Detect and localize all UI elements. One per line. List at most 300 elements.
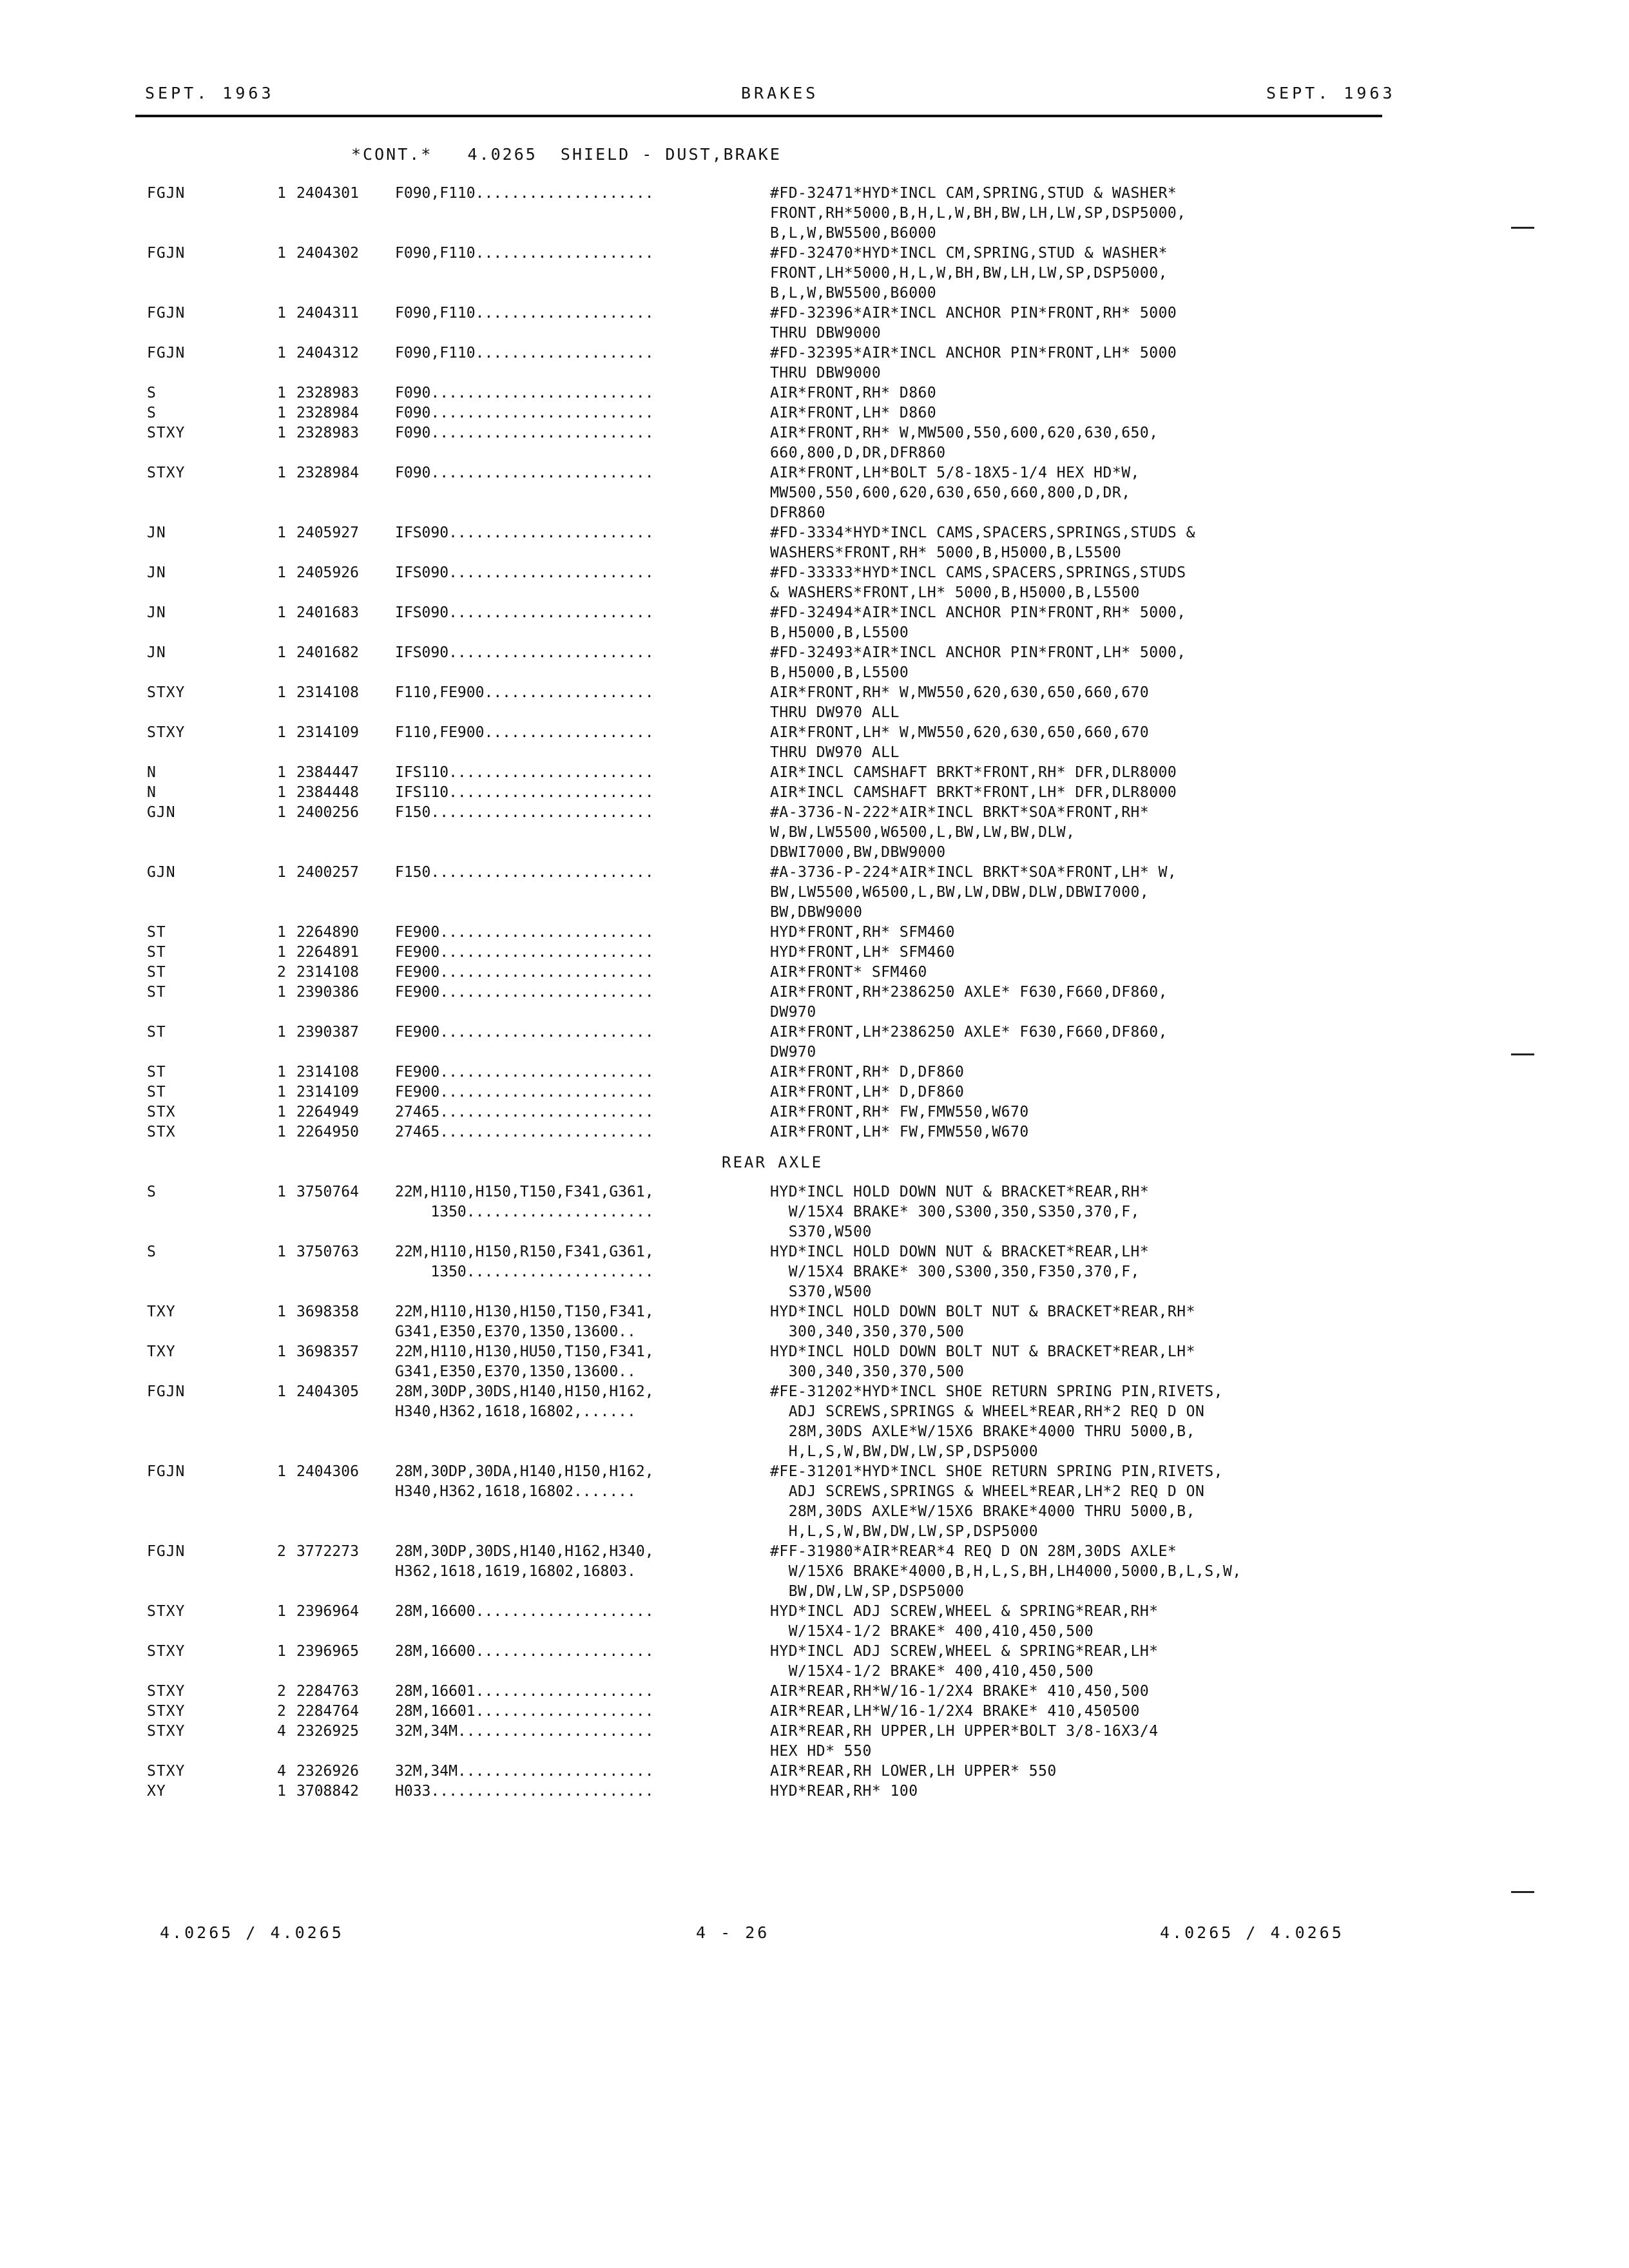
part-entry (0, 1122, 1629, 1142)
entry-line (0, 1522, 1629, 1542)
model-list: 28M,16601.................... (395, 1683, 654, 1700)
part-entry (0, 463, 1629, 523)
part-description: HYD*INCL HOLD DOWN BOLT NUT & BRACKET*REAR,LH* (770, 1343, 1195, 1360)
model-list: IFS090....................... (395, 604, 654, 621)
part-description: #A-3736-P-224*AIR*INCL BRKT*SOA*FRONT,LH* W, (770, 864, 1177, 881)
part-number: 2401682 (296, 644, 359, 661)
entry-line (0, 1542, 1629, 1562)
model-list: F150......................... (395, 864, 654, 881)
model-list: IFS090....................... (395, 524, 654, 541)
part-number: 2390387 (296, 1024, 359, 1041)
part-number: 3750763 (296, 1244, 359, 1260)
part-description: THRU DBW9000 (770, 365, 882, 381)
entry-line (0, 943, 1629, 963)
quantity: 1 (277, 185, 286, 202)
part-entry (0, 1762, 1629, 1782)
header-date-left: SEPT. 1963 (145, 84, 275, 102)
part-entry (0, 803, 1629, 863)
part-number: 2314108 (296, 1064, 359, 1081)
model-list: 22M,H110,H130,H150,T150,F341, (395, 1303, 654, 1320)
entry-line (0, 1582, 1629, 1602)
part-description: #FE-31202*HYD*INCL SHOE RETURN SPRING PIN,RIVETS, (770, 1383, 1224, 1400)
entry-line (0, 363, 1629, 383)
quantity: 1 (277, 804, 286, 821)
quantity: 1 (277, 564, 286, 581)
part-description: DW970 (770, 1004, 816, 1021)
part-entry (0, 1602, 1629, 1642)
part-description: S370,W500 (770, 1283, 872, 1300)
header-section-title: BRAKES (741, 84, 819, 102)
model-list: F090,F110.................... (395, 305, 654, 322)
part-entry (0, 303, 1629, 343)
applicability-code: STXY (147, 465, 186, 481)
margin-tick (1511, 1891, 1534, 1893)
parts-list (0, 184, 1629, 1802)
quantity: 2 (277, 1703, 286, 1720)
entry-line (0, 1122, 1629, 1142)
part-entry (0, 1023, 1629, 1062)
part-number: 2314108 (296, 684, 359, 701)
entry-line (0, 543, 1629, 563)
part-description: AIR*REAR,RH LOWER,LH UPPER* 550 (770, 1763, 1057, 1780)
part-description: THRU DW970 ALL (770, 744, 900, 761)
model-list: 22M,H110,H130,HU50,T150,F341, (395, 1343, 654, 1360)
part-number: 2384448 (296, 784, 359, 801)
quantity: 1 (277, 1064, 286, 1081)
model-list: IFS110....................... (395, 784, 654, 801)
applicability-code: ST (147, 1064, 166, 1081)
part-description: AIR*FRONT,RH* W,MW500,550,600,620,630,650, (770, 425, 1159, 441)
part-description: 28M,30DS AXLE*W/15X6 BRAKE*4000 THRU 5000,B, (770, 1423, 1195, 1440)
applicability-code: STXY (147, 1643, 186, 1660)
applicability-code: FGJN (147, 245, 186, 262)
part-description: BW,DW,LW,SP,DSP5000 (770, 1583, 965, 1600)
part-description: HYD*FRONT,RH* SFM460 (770, 924, 955, 941)
model-list: H340,H362,1618,16802,...... (395, 1403, 636, 1420)
applicability-code: GJN (147, 804, 176, 821)
part-number: 2328983 (296, 425, 359, 441)
part-entry (0, 1722, 1629, 1762)
part-description: & WASHERS*FRONT,LH* 5000,B,H5000,B,L5500 (770, 584, 1140, 601)
entry-line (0, 563, 1629, 583)
entry-line (0, 1182, 1629, 1202)
part-entry (0, 1702, 1629, 1722)
quantity: 1 (277, 465, 286, 481)
part-description: W/15X4-1/2 BRAKE* 400,410,450,500 (770, 1623, 1094, 1640)
part-description: HYD*INCL HOLD DOWN NUT & BRACKET*REAR,LH* (770, 1244, 1150, 1260)
part-entry (0, 1342, 1629, 1382)
entry-line (0, 843, 1629, 863)
part-description: AIR*FRONT,LH* D,DF860 (770, 1084, 965, 1100)
model-list: 22M,H110,H150,T150,F341,G361, (395, 1184, 654, 1200)
part-number: 3708842 (296, 1783, 359, 1800)
quantity: 1 (277, 1024, 286, 1041)
part-description: DFR860 (770, 505, 826, 521)
part-number: 2404301 (296, 185, 359, 202)
quantity: 1 (277, 604, 286, 621)
model-list: FE900........................ (395, 924, 654, 941)
part-description: HYD*FRONT,LH* SFM460 (770, 944, 955, 961)
applicability-code: S (147, 1244, 157, 1260)
model-list: F090......................... (395, 405, 654, 421)
applicability-code: TXY (147, 1343, 176, 1360)
entry-line (0, 463, 1629, 483)
part-description: AIR*FRONT,RH* D,DF860 (770, 1064, 965, 1081)
model-list: F090......................... (395, 465, 654, 481)
part-entry (0, 1382, 1629, 1462)
entry-line (0, 1402, 1629, 1422)
applicability-code: ST (147, 924, 166, 941)
part-number: 2326926 (296, 1763, 359, 1780)
model-list: F110,FE900................... (395, 684, 654, 701)
quantity: 1 (277, 1603, 286, 1620)
part-description: AIR*FRONT* SFM460 (770, 964, 927, 981)
model-list: 28M,16600.................... (395, 1603, 654, 1620)
part-description: THRU DBW9000 (770, 325, 882, 341)
entry-line (0, 1023, 1629, 1043)
model-list: FE900........................ (395, 964, 654, 981)
quantity: 1 (277, 684, 286, 701)
applicability-code: STXY (147, 1763, 186, 1780)
entry-line (0, 663, 1629, 683)
part-entry (0, 963, 1629, 983)
model-list: F090,F110.................... (395, 245, 654, 262)
entry-line (0, 403, 1629, 423)
applicability-code: STX (147, 1124, 176, 1140)
model-list: 28M,30DP,30DS,H140,H150,H162, (395, 1383, 654, 1400)
part-description: 300,340,350,370,500 (770, 1323, 965, 1340)
model-list: 32M,34M...................... (395, 1763, 654, 1780)
applicability-code: STX (147, 1104, 176, 1120)
part-number: 2390386 (296, 984, 359, 1001)
entry-line (0, 1282, 1629, 1302)
applicability-code: FGJN (147, 1383, 186, 1400)
model-list: 28M,16601.................... (395, 1703, 654, 1720)
entry-line (0, 1003, 1629, 1023)
part-number: 2405927 (296, 524, 359, 541)
part-number: 2400257 (296, 864, 359, 881)
model-list: F090,F110.................... (395, 345, 654, 361)
quantity: 1 (277, 1343, 286, 1360)
model-list: F150......................... (395, 804, 654, 821)
entry-line (0, 1702, 1629, 1722)
part-entry (0, 383, 1629, 403)
quantity: 1 (277, 524, 286, 541)
part-description: 660,800,D,DR,DFR860 (770, 445, 946, 461)
part-entry (0, 184, 1629, 244)
part-number: 2404312 (296, 345, 359, 361)
part-description: BW,LW5500,W6500,L,BW,LW,DBW,DLW,DBWI7000, (770, 884, 1150, 901)
entry-line (0, 723, 1629, 743)
applicability-code: ST (147, 944, 166, 961)
entry-line (0, 643, 1629, 663)
part-number: 3772273 (296, 1543, 359, 1560)
entry-line (0, 1362, 1629, 1382)
applicability-code: FGJN (147, 1463, 186, 1480)
model-list: 1350..................... (395, 1204, 654, 1220)
applicability-code: FGJN (147, 345, 186, 361)
model-list: FE900........................ (395, 984, 654, 1001)
applicability-code: N (147, 784, 157, 801)
quantity: 1 (277, 245, 286, 262)
part-entry (0, 1182, 1629, 1242)
model-list: FE900........................ (395, 1064, 654, 1081)
part-number: 2401683 (296, 604, 359, 621)
part-entry (0, 983, 1629, 1023)
entry-line (0, 863, 1629, 883)
part-description: #FE-31201*HYD*INCL SHOE RETURN SPRING PIN,RIVETS, (770, 1463, 1224, 1480)
entry-line (0, 1043, 1629, 1062)
part-entry (0, 1682, 1629, 1702)
part-description: H,L,S,W,BW,DW,LW,SP,DSP5000 (770, 1523, 1039, 1540)
part-number: 3698357 (296, 1343, 359, 1360)
entry-line (0, 1082, 1629, 1102)
part-description: W/15X4 BRAKE* 300,S300,350,F350,370,F, (770, 1264, 1140, 1280)
quantity: 2 (277, 1543, 286, 1560)
part-description: B,L,W,BW5500,B6000 (770, 285, 937, 302)
applicability-code: S (147, 385, 157, 401)
part-entry (0, 403, 1629, 423)
quantity: 1 (277, 305, 286, 322)
quantity: 1 (277, 764, 286, 781)
part-entry (0, 1242, 1629, 1302)
entry-line (0, 303, 1629, 323)
part-description: #FD-32494*AIR*INCL ANCHOR PIN*FRONT,RH* 5000, (770, 604, 1186, 621)
entry-line (0, 1662, 1629, 1682)
entry-line (0, 703, 1629, 723)
part-entry (0, 1082, 1629, 1102)
part-description: HEX HD* 550 (770, 1743, 872, 1760)
entry-line (0, 224, 1629, 244)
model-list: IFS090....................... (395, 564, 654, 581)
part-number: 3750764 (296, 1184, 359, 1200)
applicability-code: STXY (147, 1703, 186, 1720)
part-entry (0, 343, 1629, 383)
part-description: DW970 (770, 1044, 816, 1061)
part-description: 300,340,350,370,500 (770, 1363, 965, 1380)
section-heading-rear-axle: REAR AXLE (722, 1153, 824, 1171)
entry-line (0, 783, 1629, 803)
model-list: H033......................... (395, 1783, 654, 1800)
entry-line (0, 963, 1629, 983)
quantity: 1 (277, 1383, 286, 1400)
applicability-code: FGJN (147, 305, 186, 322)
footer-ref-left: 4.0265 / 4.0265 (160, 1923, 344, 1942)
model-list: 27465........................ (395, 1124, 654, 1140)
entry-line (0, 483, 1629, 503)
entry-line (0, 244, 1629, 264)
applicability-code: STXY (147, 684, 186, 701)
part-number: 2404311 (296, 305, 359, 322)
applicability-code: STXY (147, 1683, 186, 1700)
entry-line (0, 983, 1629, 1003)
part-entry (0, 1782, 1629, 1802)
entry-line (0, 1642, 1629, 1662)
margin-tick (1511, 1053, 1534, 1055)
part-entry (0, 723, 1629, 763)
part-entry (0, 863, 1629, 923)
part-number: 2404305 (296, 1383, 359, 1400)
entry-line (0, 1442, 1629, 1462)
part-entry (0, 923, 1629, 943)
part-number: 2404306 (296, 1463, 359, 1480)
entry-line (0, 1262, 1629, 1282)
header-date-right: SEPT. 1963 (1266, 84, 1396, 102)
quantity: 1 (277, 1084, 286, 1100)
part-description: W,BW,LW5500,W6500,L,BW,LW,BW,DLW, (770, 824, 1075, 841)
model-list: H362,1618,1619,16802,16803. (395, 1563, 636, 1580)
quantity: 1 (277, 644, 286, 661)
part-number: 2404302 (296, 245, 359, 262)
model-list: FE900........................ (395, 944, 654, 961)
part-number: 2396964 (296, 1603, 359, 1620)
quantity: 1 (277, 1783, 286, 1800)
part-description: #FF-31980*AIR*REAR*4 REQ D ON 28M,30DS AXLE* (770, 1543, 1177, 1560)
part-number: 2328983 (296, 385, 359, 401)
part-number: 2264950 (296, 1124, 359, 1140)
entry-line (0, 1562, 1629, 1582)
quantity: 1 (277, 1303, 286, 1320)
part-description: ADJ SCREWS,SPRINGS & WHEEL*REAR,RH*2 REQ D ON (770, 1403, 1205, 1420)
model-list: IFS090....................... (395, 644, 654, 661)
applicability-code: TXY (147, 1303, 176, 1320)
applicability-code: STXY (147, 1603, 186, 1620)
part-description: #FD-3334*HYD*INCL CAMS,SPACERS,SPRINGS,STUDS & (770, 524, 1195, 541)
applicability-code: JN (147, 524, 166, 541)
part-description: #FD-32470*HYD*INCL CM,SPRING,STUD & WASHER* (770, 245, 1168, 262)
quantity: 4 (277, 1723, 286, 1740)
model-list: FE900........................ (395, 1084, 654, 1100)
entry-line (0, 1242, 1629, 1262)
quantity: 2 (277, 964, 286, 981)
part-number: 2328984 (296, 465, 359, 481)
part-number: 2264949 (296, 1104, 359, 1120)
applicability-code: ST (147, 984, 166, 1001)
part-number: 2384447 (296, 764, 359, 781)
part-description: FRONT,RH*5000,B,H,L,W,BH,BW,LH,LW,SP,DSP5000, (770, 205, 1186, 222)
entry-line (0, 1342, 1629, 1362)
applicability-code: STXY (147, 1723, 186, 1740)
model-list: G341,E350,E370,1350,13600.. (395, 1323, 636, 1340)
part-number: 2264891 (296, 944, 359, 961)
applicability-code: JN (147, 564, 166, 581)
entry-line (0, 1682, 1629, 1702)
part-number: 2284763 (296, 1683, 359, 1700)
applicability-code: N (147, 764, 157, 781)
quantity: 2 (277, 1683, 286, 1700)
entry-line (0, 1502, 1629, 1522)
part-description: WASHERS*FRONT,RH* 5000,B,H5000,B,L5500 (770, 544, 1122, 561)
entry-line (0, 1202, 1629, 1222)
entry-line (0, 823, 1629, 843)
entry-line (0, 763, 1629, 783)
part-description: AIR*REAR,LH*W/16-1/2X4 BRAKE* 410,450500 (770, 1703, 1140, 1720)
quantity: 1 (277, 1244, 286, 1260)
quantity: 1 (277, 864, 286, 881)
entry-line (0, 443, 1629, 463)
part-number: 2314109 (296, 1084, 359, 1100)
quantity: 1 (277, 385, 286, 401)
quantity: 1 (277, 1104, 286, 1120)
entry-line (0, 1382, 1629, 1402)
part-description: HYD*INCL ADJ SCREW,WHEEL & SPRING*REAR,RH* (770, 1603, 1159, 1620)
part-entry (0, 244, 1629, 303)
part-number: 2314109 (296, 724, 359, 741)
entry-line (0, 1622, 1629, 1642)
applicability-code: ST (147, 1024, 166, 1041)
quantity: 1 (277, 405, 286, 421)
quantity: 1 (277, 1124, 286, 1140)
margin-tick (1511, 227, 1534, 229)
part-description: HYD*INCL HOLD DOWN BOLT NUT & BRACKET*REAR,RH* (770, 1303, 1195, 1320)
part-description: AIR*INCL CAMSHAFT BRKT*FRONT,LH* DFR,DLR8000 (770, 784, 1177, 801)
part-description: W/15X4 BRAKE* 300,S300,350,S350,370,F, (770, 1204, 1140, 1220)
entry-line (0, 423, 1629, 443)
part-description: AIR*FRONT,LH*BOLT 5/8-18X5-1/4 HEX HD*W, (770, 465, 1140, 481)
entry-line (0, 1482, 1629, 1502)
part-entry (0, 603, 1629, 643)
quantity: 1 (277, 984, 286, 1001)
entry-line (0, 743, 1629, 763)
part-description: W/15X4-1/2 BRAKE* 400,410,450,500 (770, 1663, 1094, 1680)
part-entry (0, 683, 1629, 723)
part-description: B,H5000,B,L5500 (770, 624, 909, 641)
part-entry (0, 1542, 1629, 1602)
entry-line (0, 1222, 1629, 1242)
continuation-title: *CONT.* 4.0265 SHIELD - DUST,BRAKE (351, 145, 782, 164)
entry-line (0, 1302, 1629, 1322)
part-description: AIR*FRONT,RH*2386250 AXLE* F630,F660,DF860, (770, 984, 1168, 1001)
part-description: AIR*FRONT,RH* D860 (770, 385, 937, 401)
entry-line (0, 523, 1629, 543)
applicability-code: S (147, 405, 157, 421)
model-list: IFS110....................... (395, 764, 654, 781)
part-entry (0, 523, 1629, 563)
entry-line (0, 343, 1629, 363)
part-description: ADJ SCREWS,SPRINGS & WHEEL*REAR,LH*2 REQ D ON (770, 1483, 1205, 1500)
part-description: AIR*FRONT,RH* W,MW550,620,630,650,660,670 (770, 684, 1150, 701)
page-number: 4 - 26 (696, 1923, 770, 1942)
part-description: AIR*INCL CAMSHAFT BRKT*FRONT,RH* DFR,DLR8000 (770, 764, 1177, 781)
part-entry (0, 423, 1629, 463)
quantity: 1 (277, 1643, 286, 1660)
entry-line (0, 1062, 1629, 1082)
model-list: G341,E350,E370,1350,13600.. (395, 1363, 636, 1380)
applicability-code: JN (147, 604, 166, 621)
model-list: H340,H362,1618,16802....... (395, 1483, 636, 1500)
entry-line (0, 1602, 1629, 1622)
applicability-code: ST (147, 1084, 166, 1100)
entry-line (0, 1422, 1629, 1442)
quantity: 1 (277, 784, 286, 801)
part-number: 2396965 (296, 1643, 359, 1660)
part-description: HYD*REAR,RH* 100 (770, 1783, 918, 1800)
part-description: #FD-32493*AIR*INCL ANCHOR PIN*FRONT,LH* 5000, (770, 644, 1186, 661)
quantity: 1 (277, 1463, 286, 1480)
part-description: AIR*FRONT,LH* FW,FMW550,W670 (770, 1124, 1029, 1140)
entry-line (0, 923, 1629, 943)
part-description: THRU DW970 ALL (770, 704, 900, 721)
part-description: DBWI7000,BW,DBW9000 (770, 844, 946, 861)
part-description: AIR*FRONT,LH* D860 (770, 405, 937, 421)
part-entry (0, 1462, 1629, 1542)
part-description: #FD-32395*AIR*INCL ANCHOR PIN*FRONT,LH* 5000 (770, 345, 1177, 361)
part-entry (0, 783, 1629, 803)
part-description: #FD-32396*AIR*INCL ANCHOR PIN*FRONT,RH* 5000 (770, 305, 1177, 322)
model-list: 28M,30DP,30DS,H140,H162,H340, (395, 1543, 654, 1560)
footer-ref-right: 4.0265 / 4.0265 (1160, 1923, 1344, 1942)
entry-line (0, 284, 1629, 303)
